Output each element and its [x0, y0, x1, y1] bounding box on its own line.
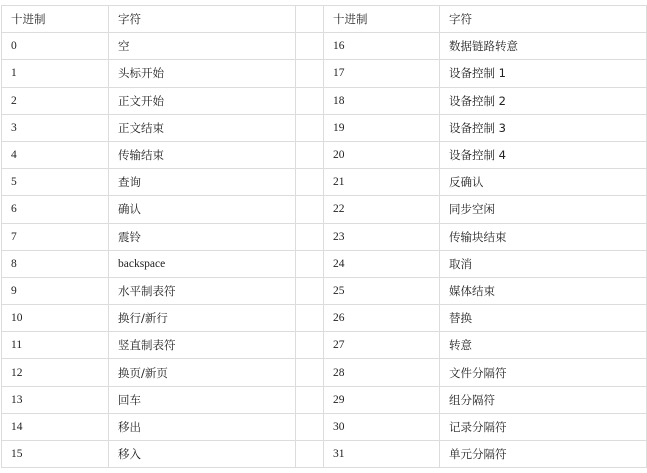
cell-decimal-right: 16	[324, 33, 440, 60]
table-row	[2, 87, 647, 114]
cell-char-left: 换页/新页	[109, 359, 296, 386]
cell-char-right: 设备控制 4	[440, 141, 647, 168]
cell-spacer	[296, 250, 324, 277]
cell-char-right: 同步空闲	[440, 196, 647, 223]
cell-char-left: 震铃	[109, 223, 296, 250]
cell-decimal-right: 23	[324, 223, 440, 250]
cell-spacer	[296, 305, 324, 332]
cell-decimal-right: 24	[324, 250, 440, 277]
cell-decimal-left: 3	[2, 114, 109, 141]
table-row	[2, 114, 647, 141]
cell-char-right: 记录分隔符	[440, 413, 647, 440]
cell-spacer	[296, 223, 324, 250]
table-row	[2, 305, 647, 332]
cell-spacer	[296, 114, 324, 141]
cell-char-left: 正文结束	[109, 114, 296, 141]
cell-char-right: 替换	[440, 305, 647, 332]
cell-spacer	[296, 359, 324, 386]
table-row	[2, 60, 647, 87]
cell-decimal-left: 5	[2, 169, 109, 196]
cell-spacer	[296, 413, 324, 440]
cell-spacer	[296, 277, 324, 304]
cell-decimal-left: 8	[2, 250, 109, 277]
cell-char-left: 头标开始	[109, 60, 296, 87]
header-char-right: 字符	[440, 6, 647, 33]
cell-spacer	[296, 196, 324, 223]
cell-decimal-right: 31	[324, 441, 440, 468]
cell-char-left: 回车	[109, 386, 296, 413]
cell-spacer	[296, 441, 324, 468]
table-row	[2, 441, 647, 468]
cell-char-left: 传输结束	[109, 141, 296, 168]
table-row	[2, 33, 647, 60]
cell-decimal-left: 11	[2, 332, 109, 359]
cell-spacer	[296, 33, 324, 60]
table-row	[2, 332, 647, 359]
cell-decimal-right: 20	[324, 141, 440, 168]
cell-char-left: 确认	[109, 196, 296, 223]
cell-decimal-left: 12	[2, 359, 109, 386]
cell-char-right: 取消	[440, 250, 647, 277]
cell-char-left: 水平制表符	[109, 277, 296, 304]
cell-char-left: 空	[109, 33, 296, 60]
cell-decimal-right: 22	[324, 196, 440, 223]
cell-spacer	[296, 332, 324, 359]
cell-char-right: 组分隔符	[440, 386, 647, 413]
cell-char-right: 设备控制 2	[440, 87, 647, 114]
cell-decimal-right: 19	[324, 114, 440, 141]
table-row	[2, 359, 647, 386]
cell-char-right: 设备控制 3	[440, 114, 647, 141]
cell-decimal-left: 10	[2, 305, 109, 332]
cell-char-left: backspace	[109, 250, 296, 277]
cell-decimal-left: 6	[2, 196, 109, 223]
cell-decimal-left: 14	[2, 413, 109, 440]
cell-spacer	[296, 60, 324, 87]
cell-char-right: 数据链路转意	[440, 33, 647, 60]
table-body	[2, 33, 647, 468]
cell-decimal-left: 0	[2, 33, 109, 60]
cell-decimal-left: 1	[2, 60, 109, 87]
cell-char-right: 反确认	[440, 169, 647, 196]
cell-char-left: 竖直制表符	[109, 332, 296, 359]
cell-decimal-right: 29	[324, 386, 440, 413]
cell-decimal-left: 7	[2, 223, 109, 250]
table-row	[2, 386, 647, 413]
cell-decimal-right: 21	[324, 169, 440, 196]
cell-decimal-left: 13	[2, 386, 109, 413]
cell-decimal-right: 30	[324, 413, 440, 440]
table-header-row	[2, 6, 647, 33]
table-row	[2, 223, 647, 250]
cell-char-right: 转意	[440, 332, 647, 359]
cell-char-right: 传输块结束	[440, 223, 647, 250]
cell-decimal-right: 17	[324, 60, 440, 87]
cell-char-right: 单元分隔符	[440, 441, 647, 468]
cell-char-left: 移出	[109, 413, 296, 440]
cell-char-left: 移入	[109, 441, 296, 468]
cell-decimal-left: 2	[2, 87, 109, 114]
table-row	[2, 141, 647, 168]
table-row	[2, 250, 647, 277]
cell-spacer	[296, 87, 324, 114]
cell-spacer	[296, 386, 324, 413]
cell-decimal-right: 27	[324, 332, 440, 359]
cell-char-left: 换行/新行	[109, 305, 296, 332]
table-row	[2, 196, 647, 223]
cell-char-right: 媒体结束	[440, 277, 647, 304]
cell-char-right: 设备控制 1	[440, 60, 647, 87]
cell-decimal-left: 15	[2, 441, 109, 468]
cell-spacer	[296, 169, 324, 196]
cell-char-left: 正文开始	[109, 87, 296, 114]
header-decimal-right: 十进制	[324, 6, 440, 33]
header-spacer	[296, 6, 324, 33]
cell-decimal-right: 26	[324, 305, 440, 332]
ascii-control-table	[1, 5, 647, 468]
cell-decimal-right: 28	[324, 359, 440, 386]
header-decimal-left: 十进制	[2, 6, 109, 33]
cell-char-right: 文件分隔符	[440, 359, 647, 386]
header-char-left: 字符	[109, 6, 296, 33]
table-row	[2, 413, 647, 440]
table-row	[2, 277, 647, 304]
cell-decimal-right: 18	[324, 87, 440, 114]
cell-decimal-left: 4	[2, 141, 109, 168]
cell-decimal-right: 25	[324, 277, 440, 304]
cell-char-left: 查询	[109, 169, 296, 196]
cell-decimal-left: 9	[2, 277, 109, 304]
cell-spacer	[296, 141, 324, 168]
table-row	[2, 169, 647, 196]
